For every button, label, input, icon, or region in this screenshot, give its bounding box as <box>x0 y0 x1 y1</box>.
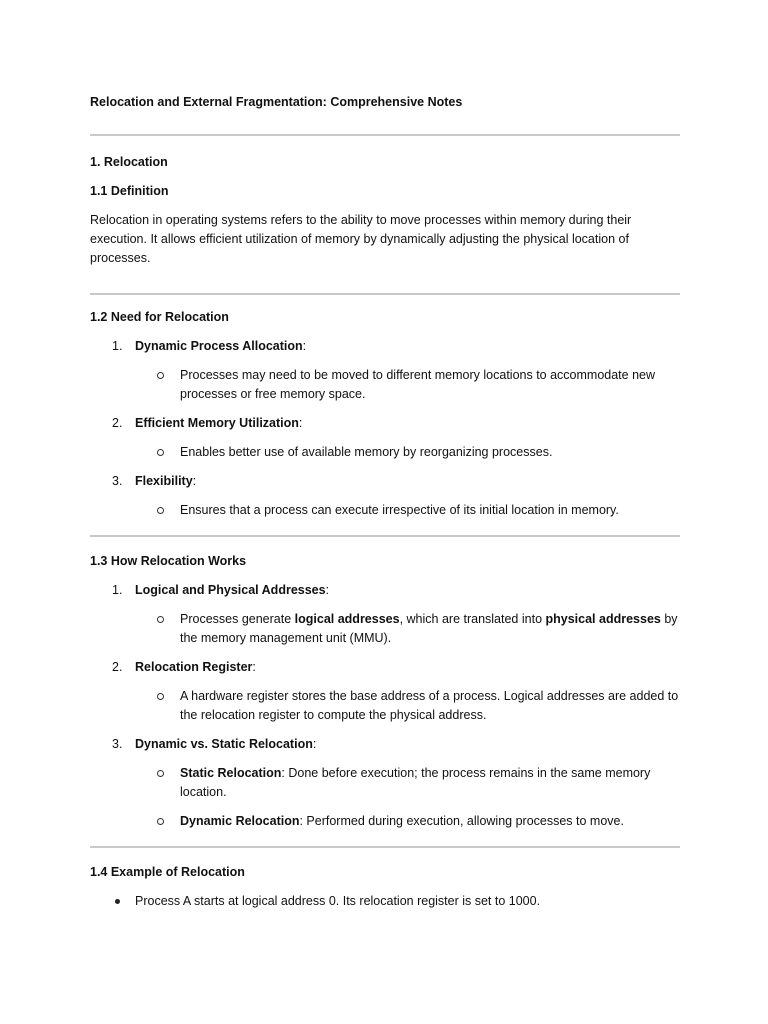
how-item-bullets <box>90 687 680 725</box>
need-item: 2. Efficient Memory Utilization: <box>90 414 680 433</box>
item-label: Dynamic Process Allocation <box>135 339 303 353</box>
item-number: 3. <box>112 737 123 751</box>
list-item <box>90 812 680 831</box>
bullet-text-mid: , which are translated into <box>399 612 546 626</box>
item-label: Efficient Memory Utilization <box>135 416 299 430</box>
item-number: 2. <box>112 660 123 674</box>
item-label: Logical and Physical Addresses <box>135 583 326 597</box>
how-list <box>90 581 680 831</box>
bold-term: physical addresses <box>545 612 661 626</box>
subsection-heading-need: 1.2 Need for Relocation <box>90 310 229 324</box>
hollow-bullet-icon <box>157 770 164 777</box>
hollow-bullet-icon <box>157 693 164 700</box>
bold-term: Dynamic Relocation <box>180 814 300 828</box>
hollow-bullet-icon <box>157 818 164 825</box>
item-label: Relocation Register <box>135 660 253 674</box>
need-item: 1. Dynamic Process Allocation: <box>90 337 680 356</box>
definition-paragraph: Relocation in operating systems refers to the ability to move processes within memory during their execution. It allows efficient utilization of memory by dynamically adjusting the physical location of processes. <box>90 213 632 265</box>
need-list <box>90 337 680 520</box>
how-item: 1. Logical and Physical Addresses: <box>90 581 680 600</box>
bullet-text-post: by the memory management unit (MMU). <box>180 612 678 645</box>
hollow-bullet-icon <box>157 507 164 514</box>
how-item: 3. Dynamic vs. Static Relocation: <box>90 735 680 754</box>
list-item <box>90 610 680 648</box>
need-item: 3. Flexibility: <box>90 472 680 491</box>
item-number: 1. <box>112 583 123 597</box>
bullet-text: Enables better use of available memory by reorganizing processes. <box>180 445 553 459</box>
subsection-heading-example: 1.4 Example of Relocation <box>90 865 245 879</box>
subsection-heading-definition: 1.1 Definition <box>90 184 169 198</box>
item-label: Dynamic vs. Static Relocation <box>135 737 313 751</box>
how-item-bullets <box>90 764 680 831</box>
bullet-text: A hardware register stores the base address of a process. Logical addresses are added to the relocation register to compute the physical address. <box>180 689 679 722</box>
document-body <box>90 92 680 911</box>
item-label: Flexibility <box>135 474 193 488</box>
bold-term: Static Relocation <box>180 766 282 780</box>
bullet-text: Processes may need to be moved to different memory locations to accommodate new processes or free memory space. <box>180 368 656 401</box>
need-item-bullets <box>90 501 680 520</box>
need-item-bullets <box>90 443 680 462</box>
item-number: 2. <box>112 416 123 430</box>
hollow-bullet-icon <box>157 616 164 623</box>
need-item-bullets <box>90 366 680 404</box>
list-item <box>90 892 680 911</box>
bullet-text: Ensures that a process can execute irrespective of its initial location in memory. <box>180 503 619 517</box>
document-title: Relocation and External Fragmentation: Comprehensive Notes <box>90 95 463 109</box>
item-number: 3. <box>112 474 123 488</box>
list-item <box>90 443 680 462</box>
bold-term: logical addresses <box>294 612 400 626</box>
how-item: 2. Relocation Register: <box>90 658 680 677</box>
bullet-text-pre: Processes generate <box>180 612 295 626</box>
list-item <box>90 764 680 802</box>
bullet-text: : Done before execution; the process remains in the same memory location. <box>180 766 651 799</box>
bullet-icon <box>115 899 120 904</box>
bullet-text: Process A starts at logical address 0. Its relocation register is set to 1000. <box>135 894 541 908</box>
list-item <box>90 687 680 725</box>
hollow-bullet-icon <box>157 372 164 379</box>
subsection-heading-how: 1.3 How Relocation Works <box>90 554 247 568</box>
list-item <box>90 501 680 520</box>
example-list <box>90 892 680 911</box>
how-item-bullets <box>90 610 680 648</box>
item-number: 1. <box>112 339 123 353</box>
hollow-bullet-icon <box>157 449 164 456</box>
bullet-text: : Performed during execution, allowing processes to move. <box>299 814 624 828</box>
list-item <box>90 366 680 404</box>
section-heading: 1. Relocation <box>90 155 168 169</box>
